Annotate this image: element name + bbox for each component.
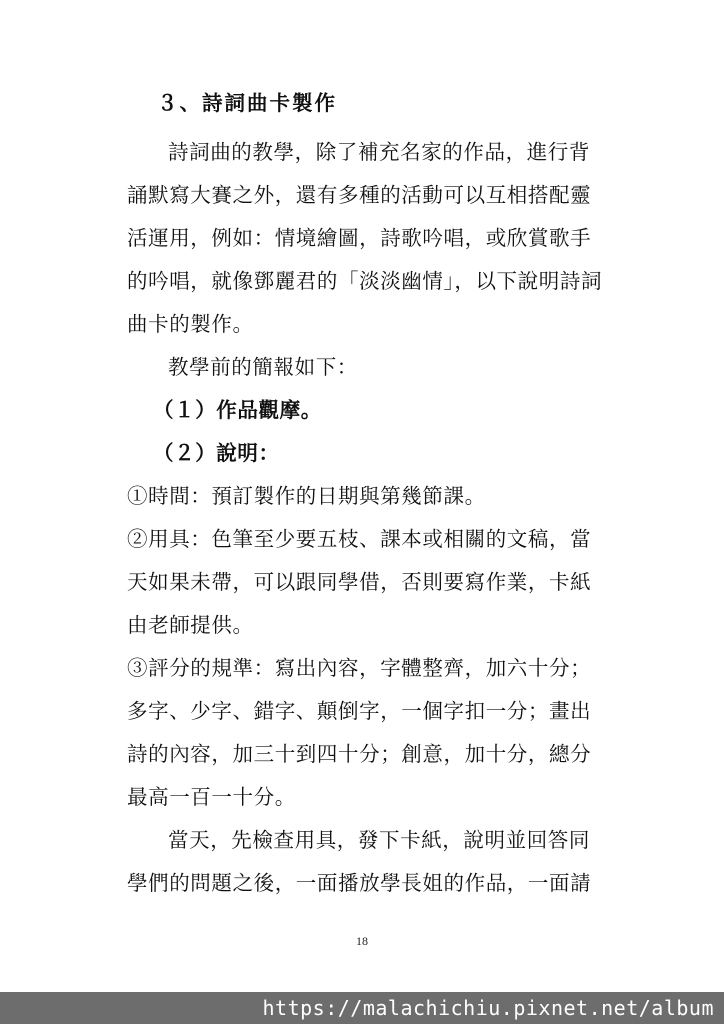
subheading-line: （１）作品觀摩。 xyxy=(153,398,322,422)
body-line: 教學前的簡報如下： xyxy=(168,355,358,379)
body-line: 由老師提供。 xyxy=(127,613,254,637)
subheading-line: （２）說明： xyxy=(153,441,280,465)
body-line: 曲卡的製作。 xyxy=(127,312,254,336)
body-line: 詩的內容，加三十到四十分；創意，加十分，總分 xyxy=(127,742,592,766)
body-line: 活運用，例如：情境繪圖，詩歌吟唱，或欣賞歌手 xyxy=(127,226,592,250)
section-heading: ３、詩詞曲卡製作 xyxy=(157,91,337,115)
body-line: 當天，先檢查用具，發下卡紙，說明並回答同 xyxy=(168,828,590,852)
watermark-url[interactable]: https://malachichiu.pixnet.net/album xyxy=(262,996,714,1020)
body-line: 最高一百一十分。 xyxy=(127,785,296,809)
page-number: 18 xyxy=(356,934,368,948)
body-line: 的吟唱，就像鄧麗君的「淡淡幽情」，以下說明詩詞 xyxy=(127,269,603,293)
body-line: 詩詞曲的教學，除了補充名家的作品，進行背 xyxy=(168,140,590,164)
body-line: 學們的問題之後，一面播放學長姐的作品，一面請 xyxy=(127,871,592,895)
watermark-bar xyxy=(0,992,724,1024)
body-line: 天如果未帶，可以跟同學借，否則要寫作業，卡紙 xyxy=(127,570,592,594)
body-line: 多字、少字、錯字、顛倒字，一個字扣一分；畫出 xyxy=(127,699,592,723)
body-line: 誦默寫大賽之外，還有多種的活動可以互相搭配靈 xyxy=(127,183,592,207)
body-line: ③評分的規準：寫出內容，字體整齊，加六十分； xyxy=(127,656,592,680)
body-line: ②用具：色筆至少要五枝、課本或相關的文稿，當 xyxy=(127,527,592,551)
body-line: ①時間：預訂製作的日期與第幾節課。 xyxy=(127,484,486,508)
